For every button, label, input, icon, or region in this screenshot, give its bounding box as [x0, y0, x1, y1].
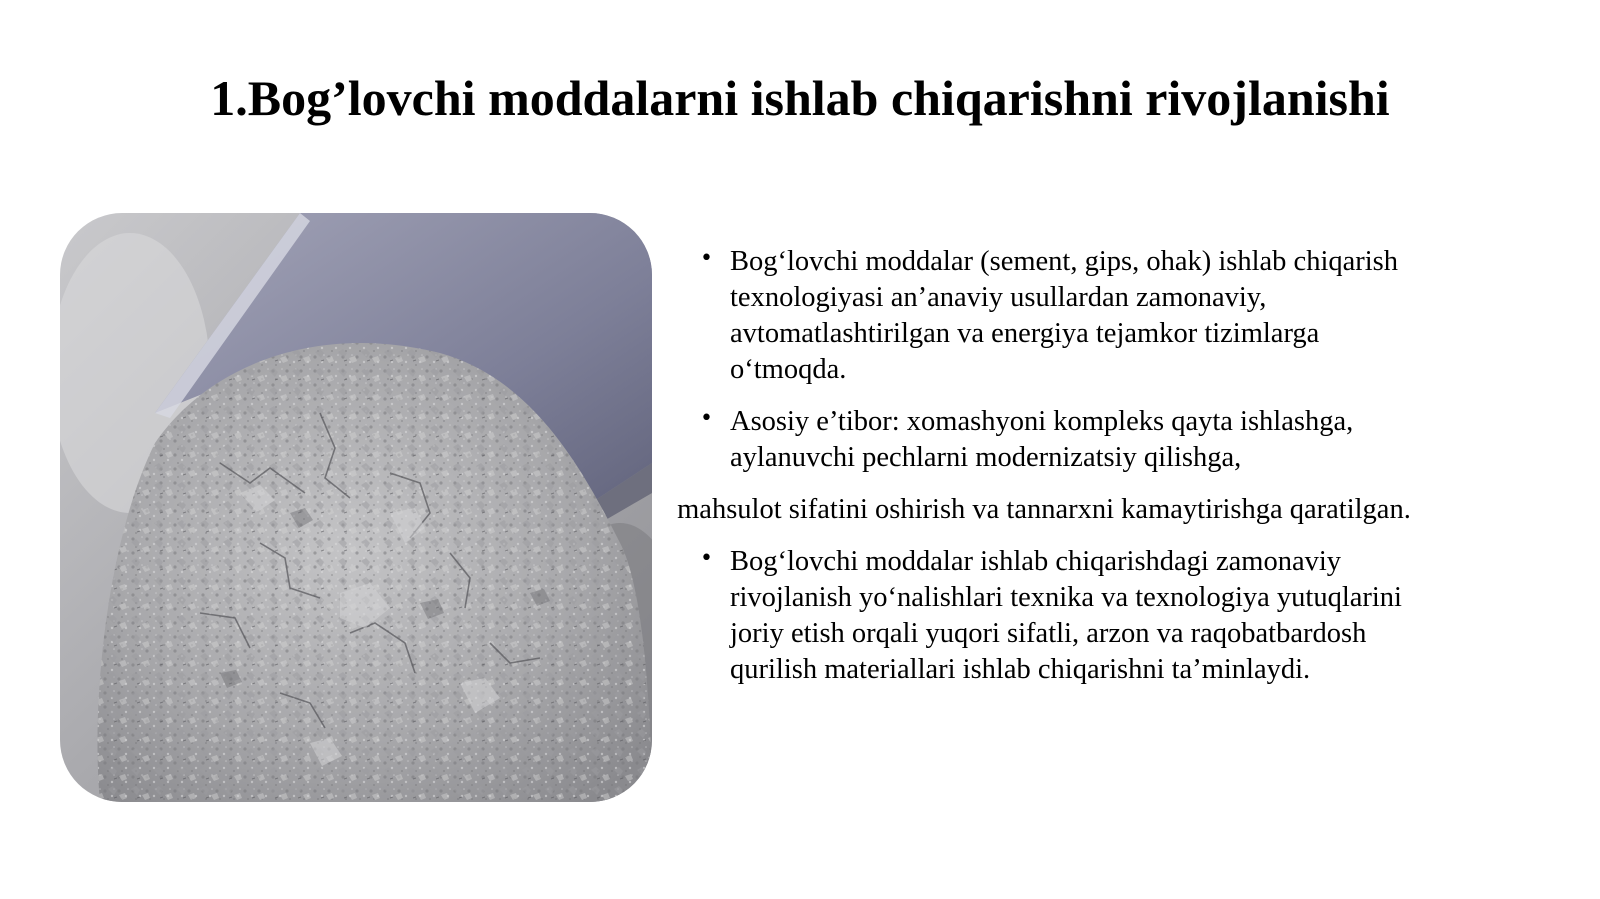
bullet-dot: • [700, 246, 713, 271]
cement-powder-photo [60, 213, 652, 802]
bullet-dot: • [700, 546, 713, 571]
bullet-text: Bog‘lovchi moddalar (sement, gips, ohak) ishlab chiqarish texnologiyasi an’anaviy usullardan zamonaviy, avtomatlashtirilgan va energiya tejamkor tizimlarga o‘tmoqda. [730, 246, 1399, 385]
bullet-dot: • [700, 406, 713, 431]
slide-title: 1.Bog’lovchi moddalarni ishlab chiqarishni rivojlanishi [210, 70, 1390, 126]
bullet-item [700, 544, 1420, 688]
continuation-paragraph: mahsulot sifatini oshirish va tannarxni kamaytirishga qaratilgan. [670, 494, 1411, 525]
bullet-text: Asosiy e’tibor: xomashyoni kompleks qayta ishlashga, aylanuvchi pechlarni modernizatsiy qilishga, [730, 406, 1354, 473]
slide-body [670, 244, 1420, 704]
bullet-text: Bog‘lovchi moddalar ishlab chiqarishdagi zamonaviy rivojlanish yo‘nalishlari texnika va texnologiya yutuqlarini joriy etish orqali yuqori sifatli, arzon va raqobatbardosh qurilish materiallari ishlab chiqarishni ta’minlaydi. [730, 546, 1402, 685]
bullet-item [700, 244, 1420, 388]
bullet-item [700, 404, 1420, 476]
